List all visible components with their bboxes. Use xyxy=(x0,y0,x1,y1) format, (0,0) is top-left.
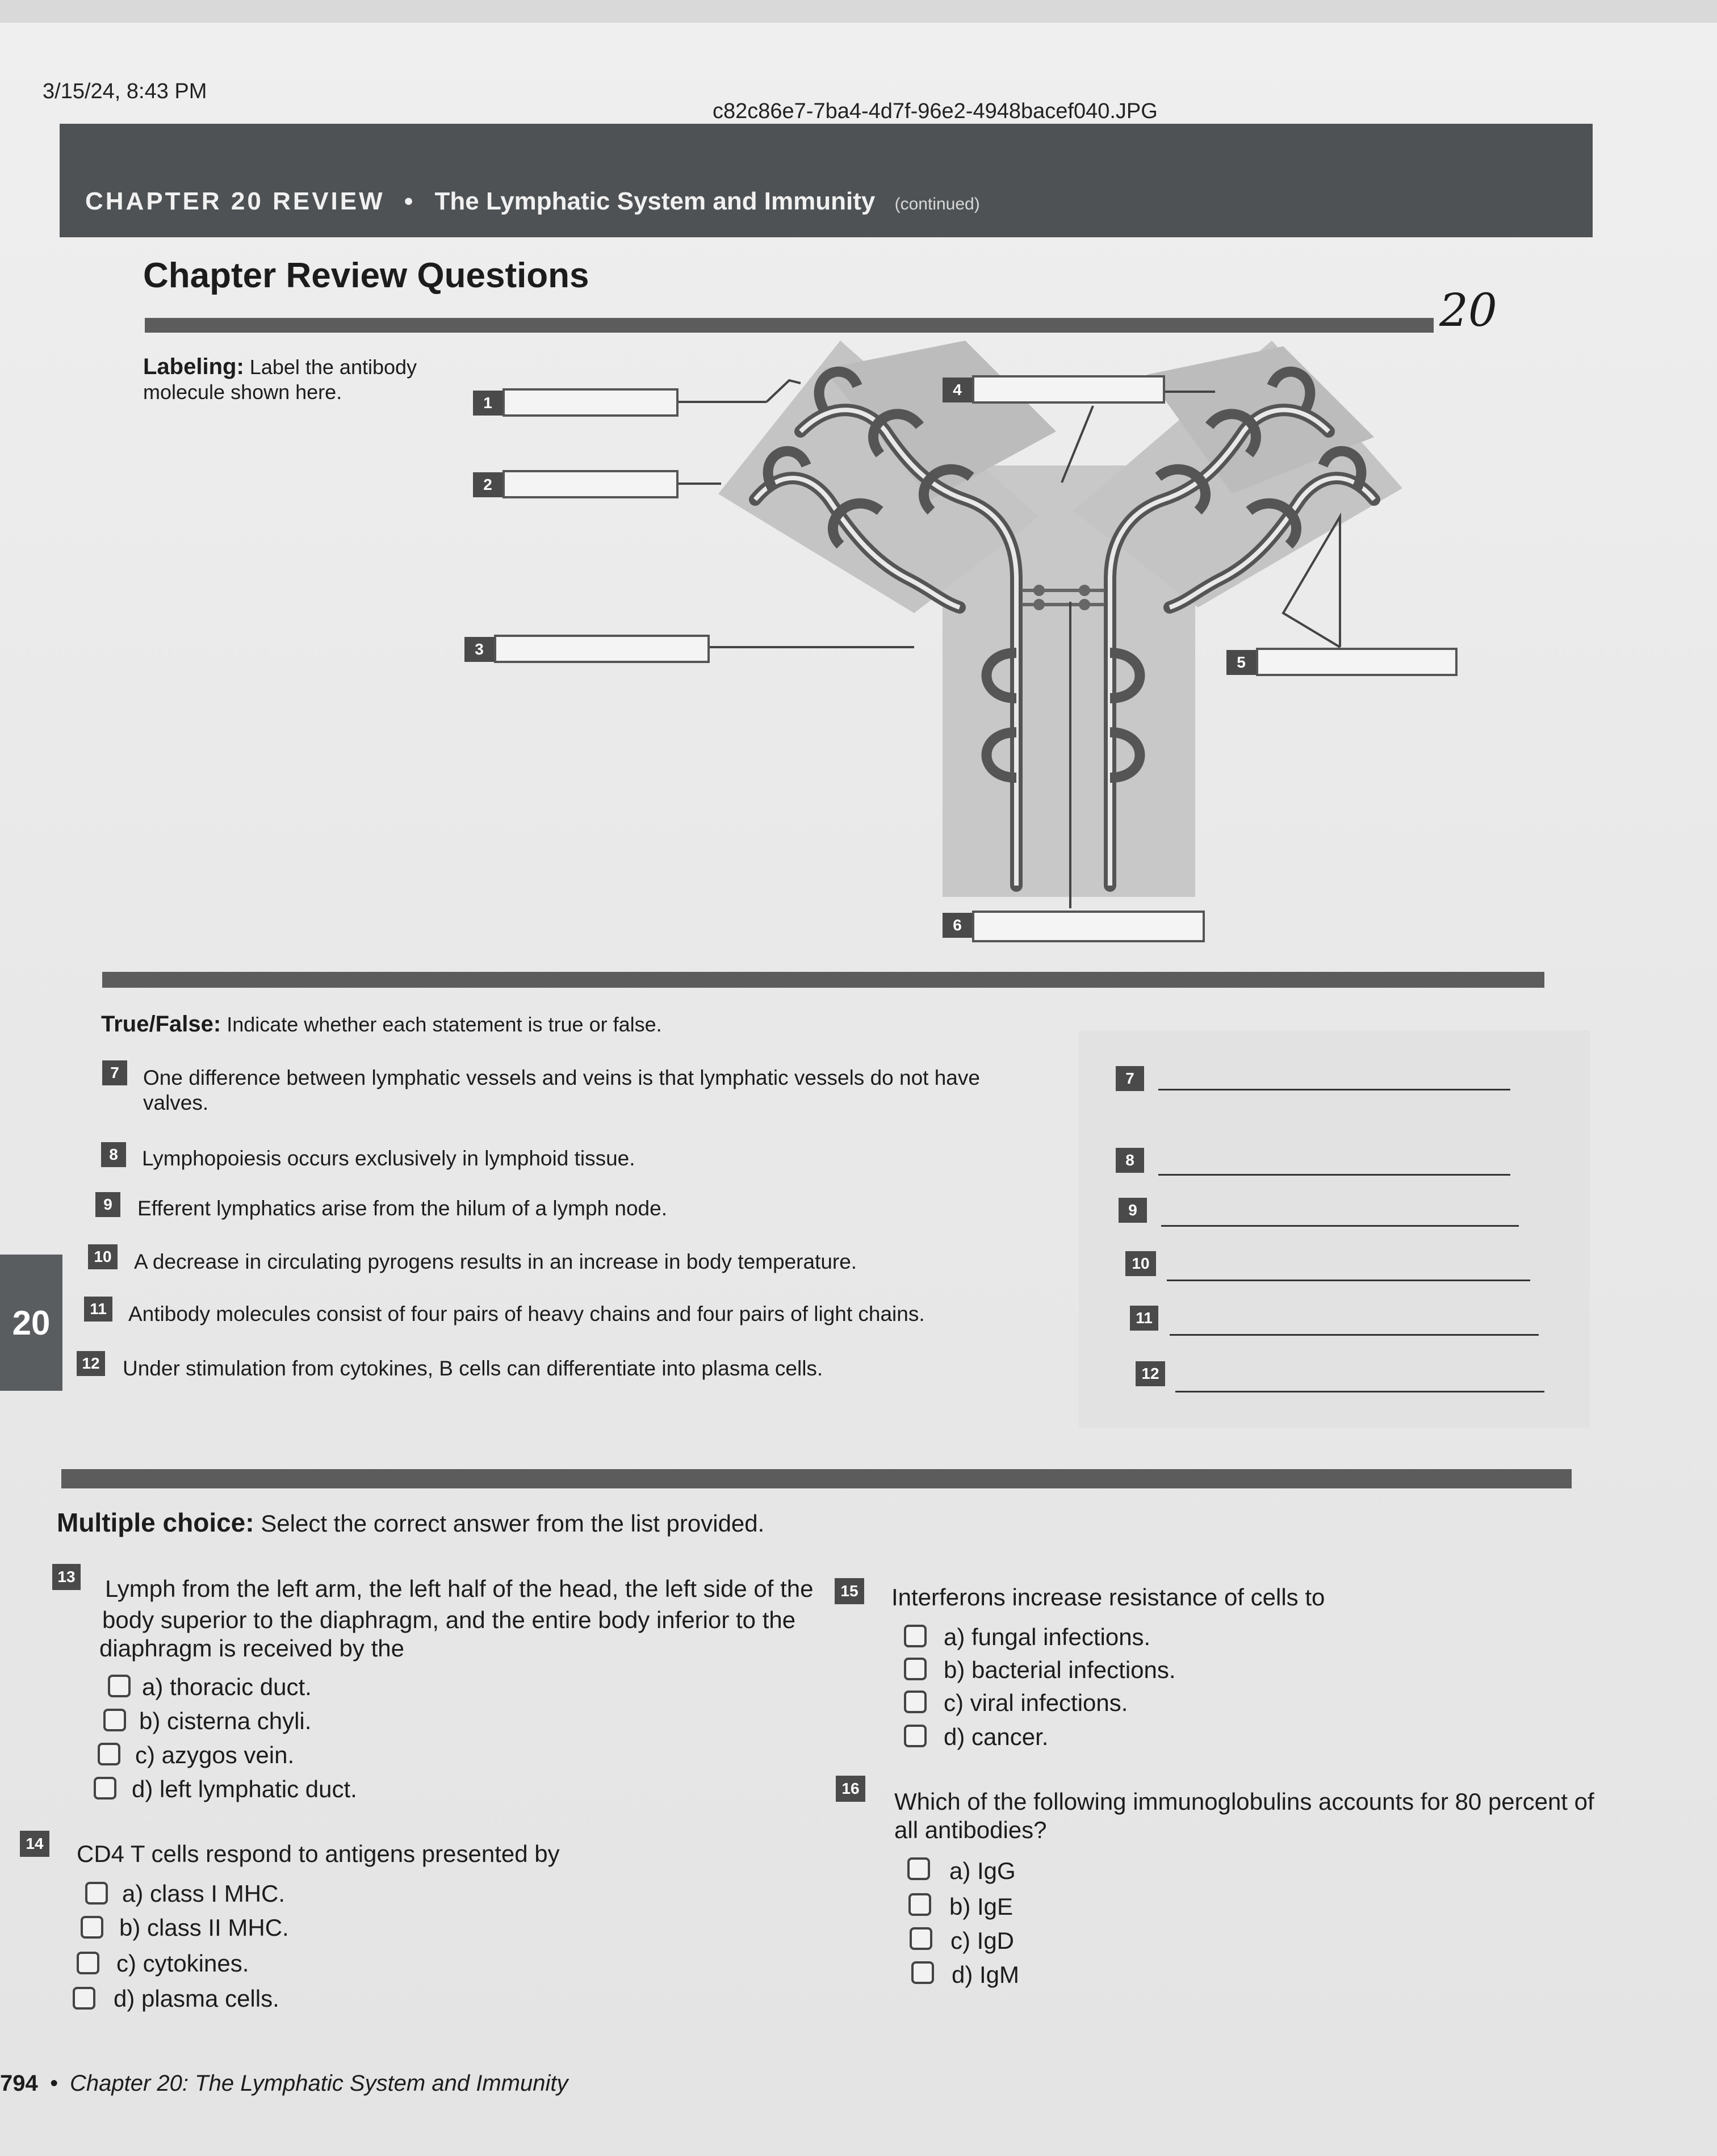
label-box-2[interactable] xyxy=(502,470,679,498)
page-title: Chapter Review Questions xyxy=(143,256,589,295)
question-14-line1: CD4 T cells respond to antigens presented by xyxy=(77,1840,560,1867)
q15-option-b[interactable]: b) bacterial infections. xyxy=(944,1656,1176,1683)
q13-option-c[interactable]: c) azygos vein. xyxy=(135,1742,295,1768)
answer-number-8: 8 xyxy=(1116,1148,1144,1173)
q16-option-a[interactable]: a) IgG xyxy=(949,1857,1016,1884)
label-box-4[interactable] xyxy=(972,375,1165,404)
q16-option-d[interactable]: d) IgM xyxy=(952,1961,1020,1988)
question-11-text: Antibody molecules consist of four pairs of heavy chains and four pairs of light chains. xyxy=(128,1302,925,1326)
answer-line-8[interactable] xyxy=(1158,1174,1510,1176)
q16-option-d-checkbox[interactable] xyxy=(911,1961,934,1984)
question-15-line1: Interferons increase resistance of cells to xyxy=(891,1584,1325,1610)
question-12-text: Under stimulation from cytokines, B cells can differentiate into plasma cells. xyxy=(123,1357,823,1380)
mc-label: Multiple choice: xyxy=(57,1508,254,1537)
page-footer xyxy=(0,2071,568,2096)
q14-option-c-checkbox[interactable] xyxy=(77,1952,99,1974)
q14-option-d[interactable]: d) plasma cells. xyxy=(114,1985,279,2012)
q16-option-c[interactable]: c) IgD xyxy=(950,1927,1015,1954)
question-number-13: 13 xyxy=(52,1564,81,1590)
q13-option-b-checkbox[interactable] xyxy=(103,1709,126,1731)
answer-line-11[interactable] xyxy=(1170,1334,1539,1336)
question-9-text: Efferent lymphatics arise from the hilum of a lymph node. xyxy=(137,1197,667,1220)
label-number-1: 1 xyxy=(473,391,502,416)
answer-line-9[interactable] xyxy=(1161,1225,1519,1227)
question-8-text: Lymphopoiesis occurs exclusively in lymphoid tissue. xyxy=(142,1147,635,1170)
question-number-8: 8 xyxy=(101,1142,126,1167)
tf-text: Indicate whether each statement is true or false. xyxy=(227,1013,662,1036)
answer-number-10: 10 xyxy=(1125,1251,1156,1276)
q14-option-c[interactable]: c) cytokines. xyxy=(116,1950,249,1977)
mc-text: Select the correct answer from the list provided. xyxy=(261,1510,765,1537)
handwritten-note: 20 xyxy=(1439,284,1497,337)
label-box-5[interactable] xyxy=(1256,648,1458,676)
label-box-3[interactable] xyxy=(494,635,710,663)
page-number: 794 xyxy=(0,2071,38,2096)
answer-number-11: 11 xyxy=(1130,1306,1158,1331)
label-box-6[interactable] xyxy=(972,911,1205,942)
q16-option-b-checkbox[interactable] xyxy=(908,1893,931,1916)
section-rule-tf xyxy=(102,972,1544,988)
q13-option-c-checkbox[interactable] xyxy=(98,1743,120,1765)
continued-label: (continued) xyxy=(894,195,980,213)
label-number-2: 2 xyxy=(473,472,502,497)
q13-option-d[interactable]: d) left lymphatic duct. xyxy=(132,1776,357,1802)
label-number-4: 4 xyxy=(943,377,972,402)
question-13-line2: body superior to the diaphragm, and the entire body inferior to the xyxy=(102,1606,796,1633)
q14-option-b[interactable]: b) class II MHC. xyxy=(119,1914,289,1941)
q13-option-b[interactable]: b) cisterna chyli. xyxy=(139,1708,312,1734)
footer-separator: • xyxy=(49,2071,58,2096)
answer-number-7: 7 xyxy=(1116,1066,1144,1091)
q14-option-a[interactable]: a) class I MHC. xyxy=(122,1880,286,1907)
labeling-label: Labeling: xyxy=(143,354,244,379)
q13-option-a-checkbox[interactable] xyxy=(108,1675,131,1697)
footer-text: Chapter 20: The Lymphatic System and Immunity xyxy=(70,2071,568,2096)
question-number-12: 12 xyxy=(77,1351,105,1376)
section-rule-mc xyxy=(61,1469,1572,1488)
question-7-text: One difference between lymphatic vessels and veins is that lymphatic vessels do not have xyxy=(143,1066,980,1089)
q15-option-b-checkbox[interactable] xyxy=(904,1658,927,1680)
tf-instructions xyxy=(101,1012,662,1037)
question-number-7: 7 xyxy=(102,1060,127,1085)
q13-option-d-checkbox[interactable] xyxy=(94,1777,116,1800)
answer-line-10[interactable] xyxy=(1167,1280,1530,1281)
q15-option-a-checkbox[interactable] xyxy=(904,1625,927,1647)
question-13-line1: Lymph from the left arm, the left half of the head, the left side of the xyxy=(105,1575,814,1602)
chapter-subject: The Lymphatic System and Immunity xyxy=(434,187,876,215)
q14-option-b-checkbox[interactable] xyxy=(81,1916,103,1939)
question-number-10: 10 xyxy=(88,1244,118,1269)
q16-option-a-checkbox[interactable] xyxy=(907,1857,930,1880)
antibody-diagram xyxy=(0,0,1717,976)
q15-option-c[interactable]: c) viral infections. xyxy=(944,1689,1128,1716)
labeling-text: Label the antibody molecule shown here. xyxy=(143,355,417,404)
question-number-9: 9 xyxy=(95,1192,120,1217)
question-number-15: 15 xyxy=(835,1578,864,1604)
question-number-16: 16 xyxy=(836,1776,865,1802)
label-number-3: 3 xyxy=(464,637,494,662)
question-16-line1: Which of the following immunoglobulins accounts for 80 percent of xyxy=(894,1788,1594,1815)
q14-option-a-checkbox[interactable] xyxy=(85,1882,108,1905)
q16-option-b[interactable]: b) IgE xyxy=(949,1893,1014,1920)
question-16-line2: all antibodies? xyxy=(894,1817,1047,1843)
q15-option-d[interactable]: d) cancer. xyxy=(944,1723,1049,1750)
filename: c82c86e7-7ba4-4d7f-96e2-4948bacef040.JPG xyxy=(713,99,1158,123)
heading-separator: • xyxy=(404,187,416,215)
q15-option-d-checkbox[interactable] xyxy=(904,1725,927,1747)
chapter-side-tab: 20 xyxy=(0,1255,62,1391)
question-number-14: 14 xyxy=(20,1831,49,1857)
q15-option-a[interactable]: a) fungal infections. xyxy=(944,1624,1151,1650)
label-number-5: 5 xyxy=(1226,650,1256,675)
answer-line-12[interactable] xyxy=(1175,1391,1544,1392)
q13-option-a[interactable]: a) thoracic duct. xyxy=(142,1673,312,1700)
q16-option-c-checkbox[interactable] xyxy=(910,1927,932,1950)
q14-option-d-checkbox[interactable] xyxy=(73,1987,95,2010)
mc-instructions xyxy=(57,1507,764,1538)
question-number-11: 11 xyxy=(84,1297,112,1322)
question-7-text-cont: valves. xyxy=(143,1091,209,1114)
answer-line-7[interactable] xyxy=(1158,1089,1510,1090)
q15-option-c-checkbox[interactable] xyxy=(904,1691,927,1713)
question-13-line3: diaphragm is received by the xyxy=(99,1635,404,1662)
label-box-1[interactable] xyxy=(502,388,679,417)
label-number-6: 6 xyxy=(943,913,972,938)
answer-number-12: 12 xyxy=(1136,1361,1165,1386)
answer-number-9: 9 xyxy=(1119,1198,1147,1223)
timestamp: 3/15/24, 8:43 PM xyxy=(43,79,207,103)
question-10-text: A decrease in circulating pyrogens results in an increase in body temperature. xyxy=(134,1250,857,1273)
chapter-label: CHAPTER 20 REVIEW xyxy=(85,187,385,215)
tf-label: True/False: xyxy=(101,1012,221,1037)
